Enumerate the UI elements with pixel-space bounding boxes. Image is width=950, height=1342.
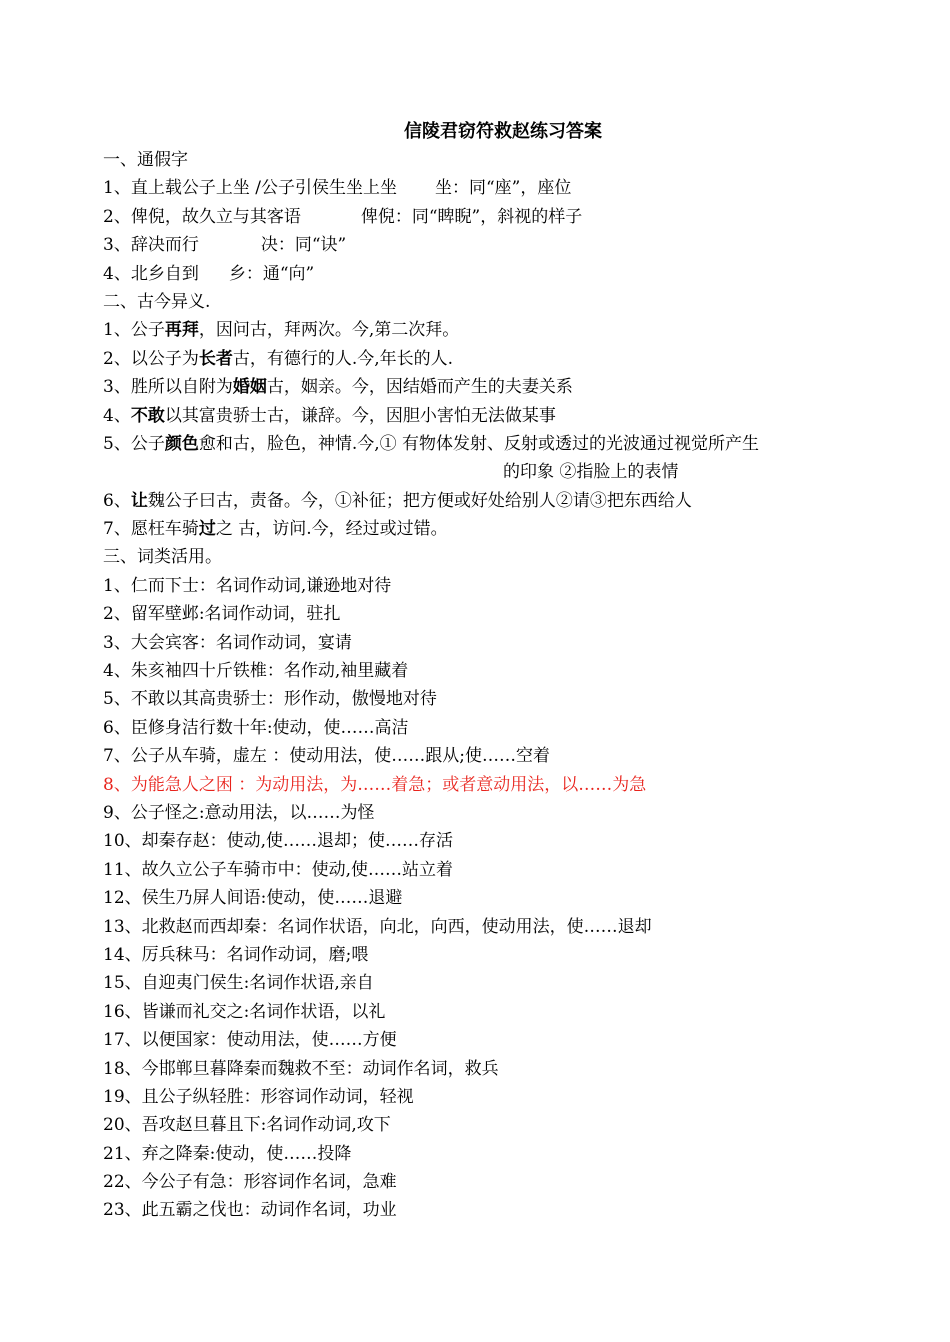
item-explanation: 坐：同“座”，座位: [434, 178, 572, 199]
list-item: 10、却秦存赵：使动,使……退却；使……存活: [103, 831, 454, 852]
key-word: 颜色: [164, 433, 199, 454]
list-item: 2、留军壁邺:名词作动词，驻扎: [103, 604, 341, 625]
list-item: [103, 430, 863, 458]
list-item: 11、故久立公子车骑市中：使动,使……站立着: [103, 859, 454, 880]
list-item: 9、公子怪之:意动用法，以……为怪: [103, 802, 375, 823]
item-explanation: 古，有德行的人.今,年长的人.: [232, 348, 454, 369]
list-item: 22、今公子有急：形容词作名词，急难: [103, 1172, 397, 1193]
item-explanation: 俾倪：同“睥睨”，斜视的样子: [360, 206, 583, 227]
list-item-highlighted: 8、为能急人之困 ：为动用法，为……着急；或者意动用法，以……为急: [103, 774, 647, 795]
list-item: [103, 203, 863, 231]
list-item: 12、侯生乃屏人间语:使动，使……退避: [103, 888, 403, 909]
item-text: 4、北乡自到: [103, 263, 199, 284]
list-item: 14、厉兵秣马：名词作动词，磨;喂: [103, 944, 369, 965]
list-item: 13、北救赵而西却秦：名词作状语，向北，向西，使动用法，使……退却: [103, 916, 652, 937]
list-item: [103, 487, 863, 515]
list-item: 20、吾攻赵旦暮且下:名词作动词,攻下: [103, 1115, 391, 1136]
key-word: 过: [198, 519, 216, 540]
list-item: [103, 174, 863, 202]
item-text: 1、公子: [103, 320, 165, 341]
key-word: 让: [130, 490, 148, 511]
item-explanation: 魏公子曰古，责备。今，①补征；把方便或好处给别人②请③把东西给人: [147, 490, 692, 511]
list-item: [103, 402, 863, 430]
page-title: 信陵君窃符救赵练习答案: [404, 121, 602, 142]
list-item: 18、今邯郸旦暮降秦而魏救不至：动词作名词，救兵: [103, 1058, 499, 1079]
key-word: 婚姻: [232, 377, 267, 398]
item-explanation: 古，姻亲。今，因结婚而产生的夫妻关系: [266, 377, 573, 398]
section-heading-cileihuoyong: 三、词类活用。: [103, 547, 222, 568]
list-item: 23、此五霸之伐也：动词作名词，功业: [103, 1200, 397, 1221]
list-item: 5、不敢以其高贵骄士：形作动，傲慢地对待: [103, 689, 437, 710]
document-page: [103, 118, 863, 1225]
list-item: 3、大会宾客：名词作动词，宴请: [103, 632, 352, 653]
item-text: 5、公子: [103, 433, 165, 454]
section-heading-gujinyiyi: 二、古今异义.: [103, 291, 211, 312]
item-text: 4、: [103, 405, 131, 426]
list-item: 1、仁而下士：名词作动词,谦逊地对待: [103, 575, 392, 596]
item-explanation: 决：同“诀”: [260, 235, 347, 256]
item-explanation: 以其富贵骄士古，谦辞。今，因胆小害怕无法做某事: [164, 405, 556, 426]
item-explanation: 乡：通“向”: [228, 263, 315, 284]
list-item: [103, 373, 863, 401]
list-item: 21、弃之降秦:使动，使……投降: [103, 1143, 352, 1164]
item-text: 7、愿枉车骑: [103, 519, 199, 540]
item-explanation: 愈和古，脸色，神情.今,① 有物体发射、反射或透过的光波通过视觉所产生: [198, 433, 760, 454]
list-item: 17、以便国家：使动用法，使……方便: [103, 1030, 397, 1051]
item-text: 6、: [103, 490, 131, 511]
list-item: 19、且公子纵轻胜：形容词作动词，轻视: [103, 1086, 414, 1107]
list-item: 16、皆谦而礼交之:名词作状语，以礼: [103, 1001, 386, 1022]
section-heading-tongjiazi: 一、通假字: [103, 150, 188, 170]
list-item: [103, 316, 863, 344]
item-explanation: ，因问古，拜两次。今,第二次拜。: [198, 320, 460, 341]
list-item: 6、臣修身洁行数十年:使动，使……高洁: [103, 717, 409, 738]
list-item: 7、公子从车骑，虚左 ：使动用法，使……跟从;使……空着: [103, 746, 550, 767]
list-item: [103, 260, 863, 288]
key-word: 不敢: [130, 405, 165, 426]
item-text: 3、辞决而行: [103, 235, 199, 256]
list-item-continuation: 的印象 ②指脸上的表情: [503, 462, 679, 483]
item-text: 1、直上载公子上坐 /公子引侯生坐上坐: [103, 178, 397, 199]
item-text: 2、俾倪，故久立与其客语: [103, 206, 301, 227]
list-item: [103, 231, 863, 259]
list-item: 15、自迎夷门侯生:名词作状语,亲自: [103, 973, 374, 994]
list-item: [103, 345, 863, 373]
item-explanation: 之 古，访问.今，经过或过错。: [215, 519, 448, 540]
item-text: 3、胜所以自附为: [103, 377, 233, 398]
list-item: [103, 515, 863, 543]
key-word: 长者: [198, 348, 233, 369]
key-word: 再拜: [164, 320, 199, 341]
item-text: 2、以公子为: [103, 348, 199, 369]
list-item: 4、朱亥袖四十斤铁椎：名作动,袖里藏着: [103, 661, 409, 682]
